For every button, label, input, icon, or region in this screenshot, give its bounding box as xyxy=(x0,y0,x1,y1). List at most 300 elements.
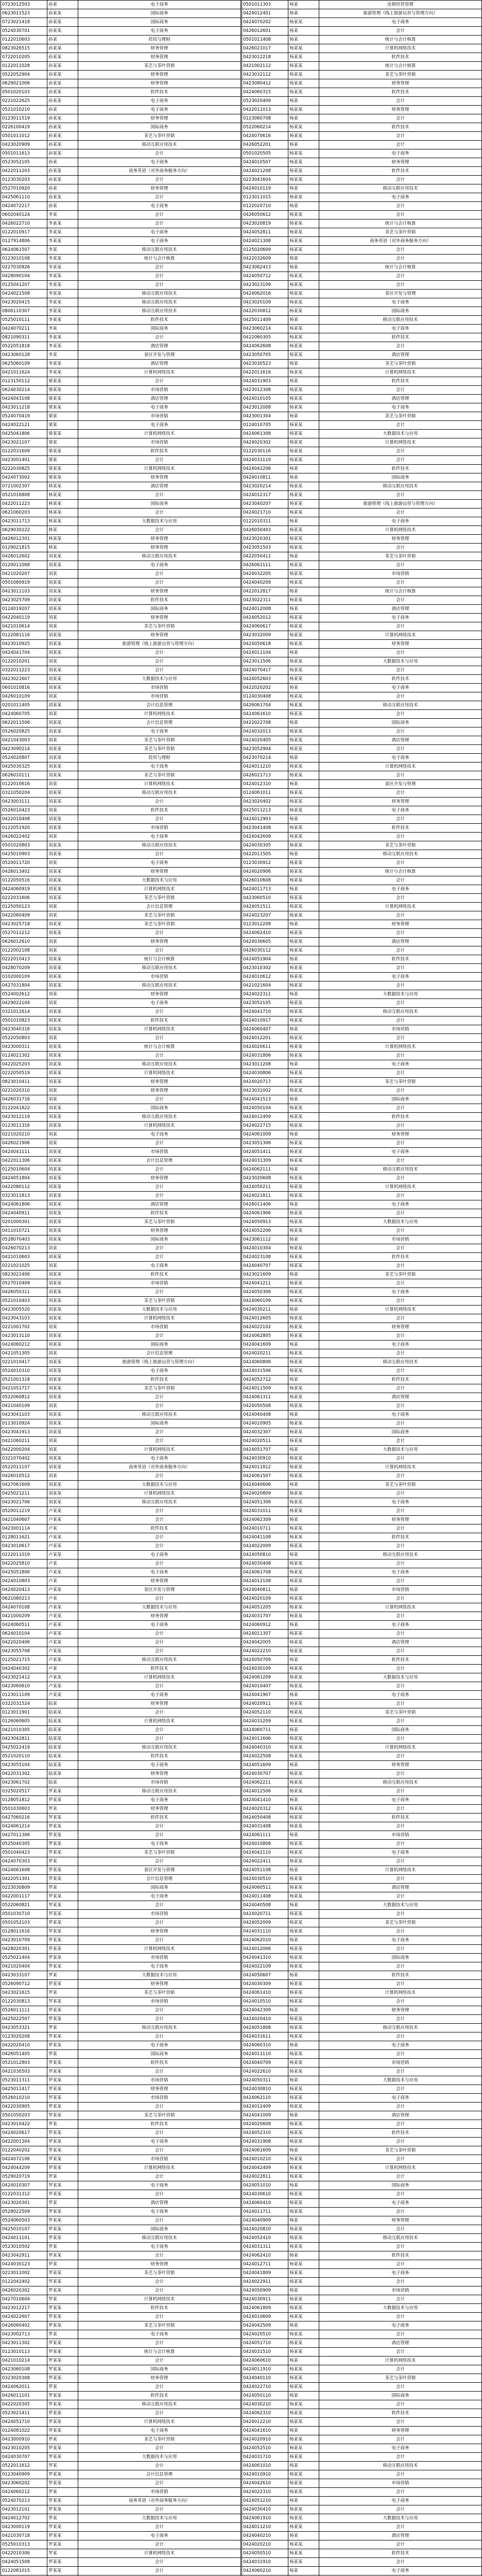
table-row xyxy=(242,806,482,815)
student-id-cell: 0424010210 xyxy=(242,2155,288,2164)
major-cell: 移动互联应用技术 xyxy=(319,850,482,859)
student-name-cell: 杨某某 xyxy=(288,2173,319,2181)
table-row xyxy=(242,1822,482,1831)
major-cell: 大数据技术与应用 xyxy=(78,876,241,885)
student-id-cell: 0423010709 xyxy=(1,1936,47,1945)
student-name-cell: 刘某某 xyxy=(47,719,78,727)
table-row xyxy=(242,18,482,27)
student-name-cell: 杨某某 xyxy=(288,535,319,544)
table-row xyxy=(242,675,482,684)
major-cell: 电子商务 xyxy=(319,325,482,333)
student-id-cell: 0424022508 xyxy=(242,1752,288,1761)
student-id-cell: 0124081022 xyxy=(1,2427,47,2435)
table-row xyxy=(242,53,482,62)
student-name-cell: 刘某某 xyxy=(47,1428,78,1437)
student-id-cell: 0125010604 xyxy=(1,1165,47,1174)
student-id-cell: 0423053321 xyxy=(1,2024,47,2032)
table-row xyxy=(1,1297,241,1306)
student-id-cell: 0524020807 xyxy=(1,754,47,762)
student-name-cell: 杨某某 xyxy=(288,132,319,141)
student-name-cell: 杨某某 xyxy=(288,1227,319,1235)
table-row xyxy=(242,1367,482,1376)
student-id-cell: 0122010311 xyxy=(242,517,288,526)
student-name-cell: 杨某某 xyxy=(288,1595,319,1603)
table-row xyxy=(1,1095,241,1104)
table-row xyxy=(1,9,241,18)
table-row xyxy=(242,2295,482,2304)
major-cell: 计算机网络技术 xyxy=(78,368,241,377)
table-row xyxy=(242,193,482,202)
major-cell: 财务管理 xyxy=(78,535,241,544)
student-id-cell: 0424050110 xyxy=(242,2392,288,2400)
student-id-cell: 0424030605 xyxy=(242,938,288,946)
major-cell: 电子商务 xyxy=(319,885,482,894)
table-row xyxy=(242,1297,482,1306)
student-name-cell: 杨某 xyxy=(288,9,319,18)
table-row xyxy=(1,290,241,298)
student-name-cell: 卢某某 xyxy=(47,1586,78,1595)
table-row xyxy=(242,2470,482,2479)
table-row xyxy=(242,2321,482,2330)
student-name-cell: 杨某某 xyxy=(288,500,319,509)
table-row xyxy=(1,1700,241,1708)
student-name-cell: 杨某某 xyxy=(288,421,319,430)
student-name-cell: 杨某某 xyxy=(288,2225,319,2234)
table-row xyxy=(242,841,482,850)
student-name-cell: 李某某 xyxy=(47,290,78,298)
table-row xyxy=(242,2120,482,2129)
table-row xyxy=(1,2059,241,2067)
student-id-cell: 0529020719 xyxy=(1,2173,47,2181)
major-cell: 茶艺与茶叶营销 xyxy=(78,1989,241,1997)
student-id-cell: 0424020810 xyxy=(242,2225,288,2234)
major-cell: 会计 xyxy=(319,386,482,395)
table-row xyxy=(242,771,482,780)
student-name-cell: 杨某某 xyxy=(288,1402,319,1411)
student-name-cell: 杨某 xyxy=(288,605,319,614)
student-name-cell: 孙某 xyxy=(47,202,78,211)
student-name-cell: 罗某某 xyxy=(47,2041,78,2050)
major-cell: 电子商务 xyxy=(319,1621,482,1630)
student-name-cell: 杨某某 xyxy=(288,167,319,176)
major-cell: 计算机网络技术 xyxy=(78,2164,241,2173)
major-cell: 会计 xyxy=(319,2400,482,2409)
student-id-cell: 0424052310 xyxy=(242,2129,288,2138)
student-id-cell: 0626012610 xyxy=(1,938,47,946)
table-row xyxy=(1,1892,241,1901)
student-name-cell: 刘某 xyxy=(47,990,78,999)
major-cell: 电子商务 xyxy=(78,27,241,36)
major-cell: 会计 xyxy=(78,1253,241,1262)
table-row xyxy=(242,1560,482,1568)
student-id-cell: 0424060315 xyxy=(242,88,288,97)
table-row xyxy=(1,1393,241,1402)
student-id-cell: 0127914806 xyxy=(1,237,47,246)
student-id-cell: 0424041609 xyxy=(242,1341,288,1349)
student-id-cell: 0423020301 xyxy=(242,535,288,544)
major-cell: 会计 xyxy=(319,1437,482,1446)
student-id-cell: 0421011624 xyxy=(1,368,47,377)
table-row xyxy=(1,263,241,272)
student-name-cell: 刘某某 xyxy=(47,1069,78,1078)
student-id-cell: 0125050123 xyxy=(1,903,47,911)
student-name-cell: 杨某 xyxy=(288,1621,319,1630)
student-name-cell: 罗某某 xyxy=(47,2532,78,2540)
student-id-cell: 0424010905 xyxy=(242,1419,288,1428)
student-name-cell: 杨某某 xyxy=(288,1927,319,1936)
major-cell: 会计 xyxy=(319,2435,482,2444)
student-id-cell: 0426011101 xyxy=(1,2392,47,2400)
student-name-cell: 刘某某 xyxy=(47,1104,78,1113)
student-id-cell: 0424051904 xyxy=(242,955,288,964)
table-row xyxy=(1,2234,241,2243)
student-id-cell: 0424040210 xyxy=(242,2532,288,2540)
major-cell: 会计 xyxy=(319,97,482,106)
major-cell: 电子商务 xyxy=(78,1130,241,1139)
major-cell: 国际商务 xyxy=(78,1104,241,1113)
student-id-cell: 0123012208 xyxy=(242,920,288,929)
student-name-cell: 杨某某 xyxy=(288,526,319,535)
student-id-cell: 0422020305 xyxy=(1,2400,47,2409)
student-id-cell: 0424020410 xyxy=(242,2015,288,2024)
major-cell: 软件技术 xyxy=(319,1253,482,1262)
student-name-cell: 罗某 xyxy=(47,2383,78,2392)
major-cell: 会计 xyxy=(319,2453,482,2462)
table-row xyxy=(1,114,241,123)
student-name-cell: 杨某某 xyxy=(288,1157,319,1165)
major-cell: 国际商务 xyxy=(78,1341,241,1349)
student-id-cell: 0722010205 xyxy=(1,53,47,62)
table-row xyxy=(242,1384,482,1393)
student-id-cell: 0223030809 xyxy=(1,1884,47,1892)
student-name-cell: 杨某某 xyxy=(288,929,319,938)
major-cell: 会计信息管理 xyxy=(78,1875,241,1884)
table-row xyxy=(242,2339,482,2348)
student-id-cell: 0424012210 xyxy=(242,2418,288,2427)
major-cell: 会计 xyxy=(78,1008,241,1016)
major-cell: 会计 xyxy=(319,1682,482,1691)
student-id-cell: 0426070213 xyxy=(1,1244,47,1253)
table-row xyxy=(1,1025,241,1034)
student-name-cell: 杨某 xyxy=(288,920,319,929)
student-name-cell: 罗某 xyxy=(47,2488,78,2497)
student-id-cell: 0424040302 xyxy=(1,1665,47,1673)
major-cell: 会计 xyxy=(319,859,482,868)
student-id-cell: 0424012903 xyxy=(242,815,288,824)
major-cell: 会计 xyxy=(319,1069,482,1078)
student-id-cell: 0501011613 xyxy=(1,149,47,158)
student-id-cell: 0522011612 xyxy=(1,2462,47,2470)
major-cell: 电子商务 xyxy=(78,403,241,412)
student-name-cell: 杨某某 xyxy=(288,710,319,719)
major-cell: 电子商务 xyxy=(319,1148,482,1157)
student-name-cell: 杨某某 xyxy=(288,62,319,71)
student-name-cell: 杨某某 xyxy=(288,1945,319,1954)
table-row xyxy=(1,2427,241,2435)
major-cell: 移动互联应用技术 xyxy=(78,1411,241,1419)
student-id-cell: 0522050803 xyxy=(1,1034,47,1043)
table-row xyxy=(1,1551,241,1560)
major-cell: 会计 xyxy=(319,2155,482,2164)
table-row xyxy=(1,158,241,167)
table-row xyxy=(242,1358,482,1367)
student-name-cell: 刘某 xyxy=(47,570,78,579)
major-cell: 会计 xyxy=(78,1428,241,1437)
table-row xyxy=(1,1306,241,1314)
student-id-cell: 0424010609 xyxy=(242,2313,288,2321)
student-name-cell: 杨某某 xyxy=(288,1700,319,1708)
major-cell: 会计 xyxy=(78,2567,241,2575)
table-row xyxy=(1,1980,241,1989)
student-name-cell: 刘某某 xyxy=(47,798,78,806)
table-row xyxy=(1,938,241,946)
major-cell: 电子商务 xyxy=(319,1200,482,1209)
major-cell: 移动互联应用技术 xyxy=(78,789,241,798)
student-id-cell: 0122050516 xyxy=(1,876,47,885)
student-id-cell: 0424041710 xyxy=(242,1008,288,1016)
table-row xyxy=(1,929,241,938)
table-row xyxy=(242,1612,482,1621)
student-name-cell: 杨某 xyxy=(288,27,319,36)
student-id-cell: 0424020711 xyxy=(242,1910,288,1919)
table-row xyxy=(1,1638,241,1647)
table-row xyxy=(242,885,482,894)
student-name-cell: 杨某 xyxy=(288,2251,319,2260)
major-cell: 计算机网络技术 xyxy=(78,1122,241,1130)
table-row xyxy=(242,1481,482,1489)
student-name-cell: 罗某 xyxy=(47,2050,78,2059)
major-cell: 市场营销 xyxy=(78,1148,241,1157)
student-id-cell: 0424031309 xyxy=(242,1157,288,1165)
table-row xyxy=(242,903,482,911)
major-cell: 电子商务 xyxy=(319,684,482,692)
student-name-cell: 杨某某 xyxy=(288,342,319,351)
student-name-cell: 杨某 xyxy=(288,377,319,386)
student-id-cell: 0424062110 xyxy=(242,2094,288,2103)
table-row xyxy=(1,36,241,44)
student-name-cell: 杨某某 xyxy=(288,44,319,53)
table-row xyxy=(1,1586,241,1595)
table-row xyxy=(1,2488,241,2497)
student-id-cell: 0122051920 xyxy=(1,824,47,833)
table-row xyxy=(1,2015,241,2024)
student-name-cell: 杨某 xyxy=(288,1586,319,1595)
student-name-cell: 杨某 xyxy=(288,990,319,999)
major-cell: 会计 xyxy=(319,596,482,605)
student-name-cell: 杨某 xyxy=(288,1235,319,1244)
student-name-cell: 罗某某 xyxy=(47,2286,78,2295)
major-cell: 会计 xyxy=(319,202,482,211)
major-cell: 会计 xyxy=(78,1822,241,1831)
table-row xyxy=(1,491,241,500)
table-row xyxy=(242,1875,482,1884)
table-row xyxy=(1,2462,241,2470)
student-id-cell: 0424020611 xyxy=(242,1043,288,1052)
student-id-cell: 0424030210 xyxy=(242,2400,288,2409)
major-cell: 移动互联应用技术 xyxy=(78,1498,241,1507)
major-cell: 软件技术 xyxy=(78,1814,241,1822)
table-row xyxy=(242,1673,482,1682)
table-row xyxy=(242,2181,482,2190)
table-row xyxy=(242,789,482,798)
student-id-cell: 0424022710 xyxy=(242,2383,288,2392)
student-id-cell: 0424030123 xyxy=(1,2260,47,2269)
table-row xyxy=(1,2409,241,2418)
table-row xyxy=(1,2085,241,2094)
student-name-cell: 杨某某 xyxy=(288,211,319,219)
major-cell: 软件技术 xyxy=(78,1665,241,1673)
table-row xyxy=(242,1411,482,1419)
student-id-cell: 0424040811 xyxy=(242,1586,288,1595)
major-cell: 会计 xyxy=(319,2540,482,2549)
student-name-cell: 杨某 xyxy=(288,2181,319,2190)
student-name-cell: 罗某某 xyxy=(47,2409,78,2418)
student-name-cell: 杨某某 xyxy=(288,88,319,97)
major-cell: 酒店管理 xyxy=(319,2532,482,2540)
table-row xyxy=(1,2567,241,2575)
major-cell: 电子商务 xyxy=(78,106,241,114)
student-name-cell: 陆某某 xyxy=(47,1708,78,1717)
student-name-cell: 孙某某 xyxy=(47,53,78,62)
student-id-cell: 0423001401 xyxy=(1,456,47,465)
student-name-cell: 杨某某 xyxy=(288,1665,319,1673)
major-cell: 会计 xyxy=(319,255,482,263)
major-cell: 茶艺与茶叶营销 xyxy=(78,1384,241,1393)
table-row xyxy=(242,815,482,824)
major-cell: 茶艺与茶叶营销 xyxy=(78,62,241,71)
major-cell: 会计 xyxy=(319,833,482,841)
student-id-cell: 0424052009 xyxy=(242,1919,288,1927)
table-row xyxy=(242,1218,482,1227)
student-name-cell: 刘某某 xyxy=(47,973,78,981)
major-cell: 会计 xyxy=(78,570,241,579)
student-id-cell: 0424030109 xyxy=(242,1665,288,1673)
student-id-cell: 0823026515 xyxy=(1,44,47,53)
student-name-cell: 刘某 xyxy=(47,946,78,955)
table-row xyxy=(1,1621,241,1630)
student-name-cell: 刘某某 xyxy=(47,1306,78,1314)
major-cell: 国际商务 xyxy=(78,9,241,18)
student-id-cell: 0424030707 xyxy=(242,1770,288,1778)
student-name-cell: 杨某某 xyxy=(288,2313,319,2321)
student-name-cell: 罗某某 xyxy=(47,1954,78,1962)
major-cell: 国际商务 xyxy=(319,2392,482,2400)
table-row xyxy=(242,2067,482,2076)
major-cell: 计算机网络技术 xyxy=(319,368,482,377)
table-row xyxy=(242,1,482,9)
student-id-cell: 0424062211 xyxy=(242,1778,288,1787)
student-id-cell: 0424061410 xyxy=(242,1989,288,1997)
table-row xyxy=(1,1253,241,1262)
student-id-cell: 0723021418 xyxy=(1,18,47,27)
student-id-cell: 0423012218 xyxy=(242,53,288,62)
student-id-cell: 0122010616 xyxy=(1,780,47,789)
table-row xyxy=(1,1962,241,1971)
student-id-cell: 0424062310 xyxy=(242,2409,288,2418)
student-id-cell: 0424031707 xyxy=(242,1612,288,1621)
major-cell: 电子商务 xyxy=(319,1411,482,1419)
student-id-cell: 0424072217 xyxy=(1,202,47,211)
student-id-cell: 0423012217 xyxy=(1,2304,47,2313)
major-cell: 软件技术 xyxy=(78,1016,241,1025)
student-id-cell: 0123040909 xyxy=(1,2470,47,2479)
student-name-cell: 杨某 xyxy=(288,2567,319,2575)
student-id-cell: 0222011019 xyxy=(1,1551,47,1560)
student-name-cell: 杨某 xyxy=(288,1656,319,1665)
major-cell: 软件技术 xyxy=(319,377,482,386)
major-cell: 会计 xyxy=(319,2067,482,2076)
table-row xyxy=(242,526,482,535)
table-row xyxy=(242,1200,482,1209)
student-id-cell: 0424021308 xyxy=(242,237,288,246)
major-cell: 会计 xyxy=(319,2015,482,2024)
table-row xyxy=(242,9,482,18)
student-id-cell: 0424031110 xyxy=(242,456,288,465)
major-cell: 会计信息管理 xyxy=(78,903,241,911)
major-cell: 商务英语（对外商务服务方向） xyxy=(78,167,241,176)
major-cell: 景区开发与管理 xyxy=(78,351,241,360)
table-row xyxy=(242,2444,482,2453)
student-name-cell: 杨某某 xyxy=(288,1778,319,1787)
student-name-cell: 杨某 xyxy=(288,2111,319,2120)
table-row xyxy=(1,2505,241,2514)
student-name-cell: 刘某某 xyxy=(47,587,78,596)
table-row xyxy=(242,1402,482,1411)
major-cell: 软件技术 xyxy=(319,1814,482,1822)
table-row xyxy=(1,1358,241,1367)
major-cell: 会计 xyxy=(319,1577,482,1586)
student-id-cell: 0421002112 xyxy=(242,62,288,71)
student-id-cell: 0423001114 xyxy=(1,1524,47,1533)
student-id-cell: 0423031002 xyxy=(242,1087,288,1095)
student-name-cell: 罗某某 xyxy=(47,2032,78,2041)
table-row xyxy=(1,2286,241,2295)
table-row xyxy=(242,1901,482,1910)
student-name-cell: 刘某 xyxy=(47,903,78,911)
table-row xyxy=(242,1945,482,1954)
major-cell: 软件技术 xyxy=(319,1533,482,1542)
student-name-cell: 罗某某 xyxy=(47,2155,78,2164)
table-row xyxy=(1,1752,241,1761)
table-row xyxy=(242,920,482,929)
table-row xyxy=(242,351,482,360)
major-cell: 会计 xyxy=(78,1533,241,1542)
table-row xyxy=(1,1770,241,1778)
major-cell: 市场营销 xyxy=(319,1831,482,1840)
student-name-cell: 杨某某 xyxy=(288,158,319,167)
student-id-cell: 0321070402 xyxy=(1,1454,47,1463)
student-id-cell: 0424050607 xyxy=(242,1971,288,1980)
student-id-cell: 0424022109 xyxy=(242,1962,288,1971)
student-id-cell: 0421021604 xyxy=(242,981,288,990)
major-cell: 电子商务 xyxy=(319,973,482,981)
student-id-cell: 0424020312 xyxy=(242,1805,288,1814)
student-id-cell: 0526010423 xyxy=(1,806,47,815)
student-name-cell: 杨某某 xyxy=(288,1087,319,1095)
major-cell: 会计 xyxy=(319,1595,482,1603)
student-name-cell: 陆某某 xyxy=(47,1752,78,1761)
student-id-cell: 0424011408 xyxy=(242,1892,288,1901)
student-id-cell: 0423002713 xyxy=(1,2330,47,2339)
student-id-cell: 0424011307 xyxy=(242,1630,288,1638)
student-name-cell: 刘某 xyxy=(47,1349,78,1358)
major-cell: 市场营销 xyxy=(319,2059,482,2067)
major-cell: 酒店管理 xyxy=(319,2339,482,2348)
table-row xyxy=(1,298,241,307)
student-id-cell: 0424012317 xyxy=(242,491,288,500)
student-id-cell: 0423060510 xyxy=(242,894,288,903)
table-row xyxy=(1,1270,241,1279)
